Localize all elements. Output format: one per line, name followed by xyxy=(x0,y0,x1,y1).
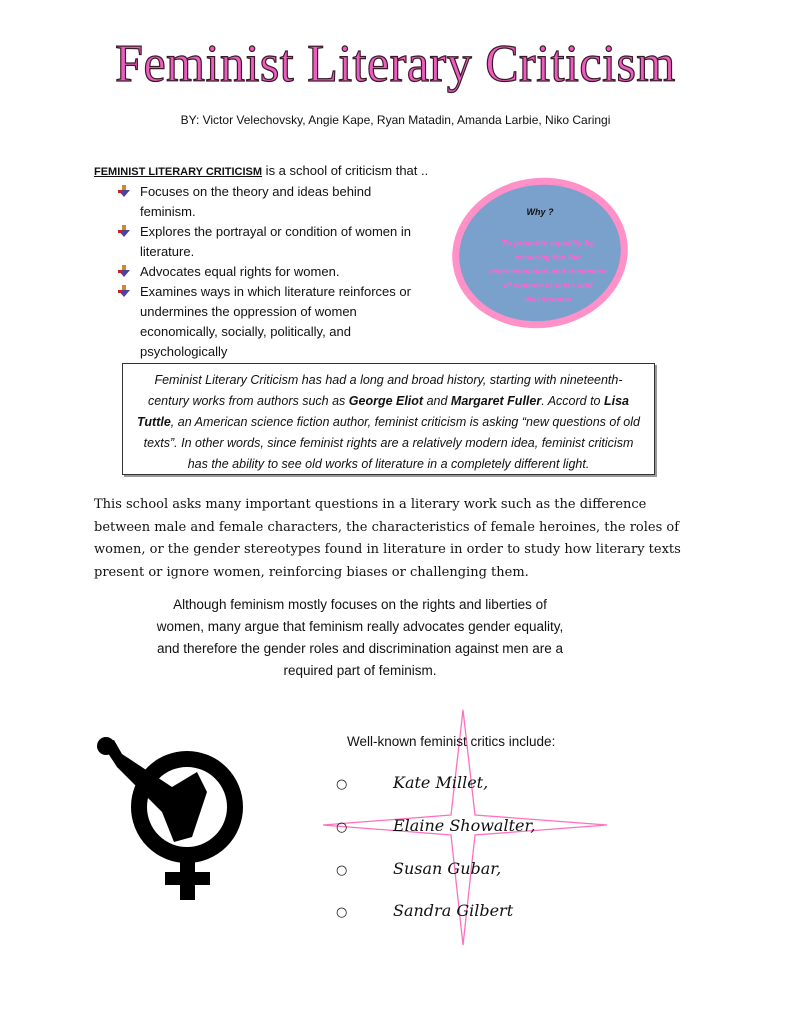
circle-bullet-icon: ○ xyxy=(336,863,348,878)
why-heading: Why ? xyxy=(526,207,554,217)
bullet-text: Advocates equal rights for women. xyxy=(140,264,340,279)
arrow-down-bullet-icon xyxy=(118,265,130,277)
list-item xyxy=(118,182,418,222)
author-name: Lisa Tuttle xyxy=(137,394,629,429)
intro-line xyxy=(94,163,428,178)
box-text: Feminist Literary Criticism has had a long and broad history, starting with nineteenth-century works from authors such as xyxy=(147,373,623,408)
intro-text: is a school of criticism that .. xyxy=(262,163,429,178)
critic-name: Sandra Gilbert xyxy=(393,901,514,920)
equality-paragraph: Although feminism mostly focuses on the rights and liberties of women, many argue that feminism really advocates gender equality, and therefore the gender roles and discrimination against men are a required part of feminism. xyxy=(156,597,564,678)
critic-item xyxy=(336,773,488,792)
author-name: Margaret Fuller xyxy=(450,394,542,408)
critic-item xyxy=(336,816,535,835)
list-item xyxy=(118,222,418,262)
byline: BY: Victor Velechovsky, Angie Kape, Ryan Matadin, Amanda Larbie, Niko Caringi xyxy=(180,113,611,127)
questions-paragraph: This school asks many important questions in a literary work such as the difference between male and female characters, the characteristics of female heroines, the roles of women, or the gender stereotypes found in literature in order to study how literary texts present or ignore women, reinforcing biases or challenging them. xyxy=(94,497,681,580)
feminist-fist-symbol-icon xyxy=(92,732,247,902)
bullet-list xyxy=(118,182,418,362)
page-title: Feminist Literary Criticism xyxy=(115,33,676,93)
history-box xyxy=(122,363,655,475)
arrow-down-bullet-icon xyxy=(118,185,130,197)
critic-name: Susan Gubar, xyxy=(393,859,502,878)
bullet-text: Focuses on the theory and ideas behind feminism. xyxy=(140,184,372,219)
arrow-down-bullet-icon xyxy=(118,225,130,237)
list-item xyxy=(118,262,418,282)
box-text: . Accord to xyxy=(541,394,604,408)
circle-bullet-icon: ○ xyxy=(336,905,348,920)
circle-bullet-icon: ○ xyxy=(336,777,348,792)
critic-item xyxy=(336,901,513,920)
box-text: and xyxy=(423,394,451,408)
why-text: To promote equality by ensuring the fair representation and treatment of women in texts and classrooms xyxy=(489,238,607,304)
critic-name: Elaine Showalter, xyxy=(393,816,536,835)
critics-heading: Well-known feminist critics include: xyxy=(347,734,556,749)
box-text: , an American science fiction author, feminist criticism is asking “new questions of old texts”. In other words, since feminist rights are a relatively modern idea, feminist criticism has the ability to see old works of literature in a completely different light. xyxy=(143,415,640,471)
critic-name: Kate Millet, xyxy=(393,773,489,792)
circle-bullet-icon: ○ xyxy=(336,820,348,835)
list-item xyxy=(118,282,418,362)
intro-term: FEMINIST LITERARY CRITICISM xyxy=(94,166,263,178)
arrow-down-bullet-icon xyxy=(118,285,130,297)
author-name: George Eliot xyxy=(348,394,424,408)
bullet-text: Explores the portrayal or condition of women in literature. xyxy=(140,224,411,259)
bullet-text: Examines ways in which literature reinforces or undermines the oppression of women economically, socially, politically, and psychologically xyxy=(140,284,411,359)
critic-item xyxy=(336,859,501,878)
